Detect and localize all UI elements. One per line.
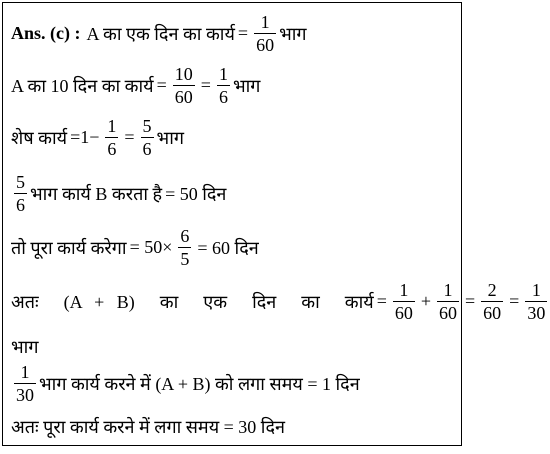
fraction-6-5 xyxy=(178,227,191,268)
fraction-1-30 xyxy=(14,363,36,404)
line-ab-time-taken xyxy=(11,363,360,404)
line6-plus: + xyxy=(420,291,431,311)
fraction-5-6 xyxy=(14,173,27,214)
numerator: 1 xyxy=(399,280,409,300)
fraction-1-60 xyxy=(437,281,459,322)
line6-eq2: = xyxy=(465,291,476,311)
line-total-time xyxy=(11,415,285,439)
denominator: 60 xyxy=(483,303,502,323)
line3-text: शेष कार्य xyxy=(11,127,68,148)
answer-box xyxy=(2,2,546,446)
fraction-1-6 xyxy=(217,65,230,106)
line8-text: भाग कार्य करने में (A + B) को लगा समय = 1 दिन xyxy=(39,373,360,394)
line-one-day-work-a xyxy=(11,13,307,54)
denominator: 60 xyxy=(394,303,413,323)
fraction-10-60 xyxy=(173,65,195,106)
denominator: 60 xyxy=(439,303,457,323)
numerator: 10 xyxy=(174,64,193,84)
denominator: 60 xyxy=(174,87,193,107)
line7-text: भाग xyxy=(11,337,39,357)
line6-eq3: = xyxy=(509,291,520,311)
line9-text: अतः पूरा कार्य करने में लगा समय = 30 दिन xyxy=(11,417,285,437)
numerator: 1 xyxy=(20,362,30,382)
line-10-day-work-a xyxy=(11,65,260,106)
line6-eq1: = xyxy=(376,291,387,311)
line4-text: भाग कार्य B करता है xyxy=(30,183,163,204)
numerator: 1 xyxy=(260,12,270,32)
fraction-1-6 xyxy=(105,117,118,158)
line2-unit: भाग xyxy=(232,75,261,96)
line5-text: तो पूरा कार्य करेगा xyxy=(11,237,127,258)
line-remaining-work xyxy=(11,117,184,158)
numerator: 1 xyxy=(443,280,453,300)
denominator: 6 xyxy=(142,139,152,159)
line1-unit: भाग xyxy=(279,23,307,44)
numerator: 1 xyxy=(531,280,541,300)
line5-result: = 60 दिन xyxy=(197,237,259,258)
line4-result: = 50 दिन xyxy=(165,183,227,204)
line3-eq: = xyxy=(124,127,135,147)
numerator: 1 xyxy=(107,116,117,136)
fraction-5-6 xyxy=(141,117,154,158)
line5-expr: = 50× xyxy=(129,237,173,257)
line2-text: A का 10 दिन का कार्य xyxy=(11,75,154,96)
denominator: 60 xyxy=(256,35,275,55)
denominator: 6 xyxy=(16,195,25,215)
numerator: 2 xyxy=(487,280,497,300)
line6-text: अतः (A + B) का एक दिन का कार्य xyxy=(11,291,374,312)
denominator: 5 xyxy=(180,249,190,269)
line2-eq1: = xyxy=(156,75,167,95)
denominator: 30 xyxy=(527,303,546,323)
denominator: 6 xyxy=(218,87,228,107)
line2-eq2: = xyxy=(200,75,211,95)
denominator: 6 xyxy=(107,139,117,159)
line-ab-one-day xyxy=(11,281,550,322)
line1-text: A का एक दिन का कार्य xyxy=(86,23,235,44)
line-full-work xyxy=(11,227,262,268)
line-b-does-work xyxy=(11,173,229,214)
line3-unit: भाग xyxy=(156,127,184,148)
denominator: 30 xyxy=(16,385,34,405)
line3-expr: =1− xyxy=(70,127,100,147)
numerator: 5 xyxy=(16,172,25,192)
line-bhag xyxy=(11,335,38,359)
numerator: 6 xyxy=(180,226,190,246)
fraction-2-60 xyxy=(481,281,503,322)
answer-label: Ans. (c) : xyxy=(11,23,81,43)
numerator: 1 xyxy=(218,64,228,84)
fraction-1-30 xyxy=(525,281,547,322)
fraction-1-60 xyxy=(393,281,415,322)
numerator: 5 xyxy=(142,116,152,136)
line1-eq: = xyxy=(237,23,249,43)
fraction-1-60 xyxy=(254,13,276,54)
